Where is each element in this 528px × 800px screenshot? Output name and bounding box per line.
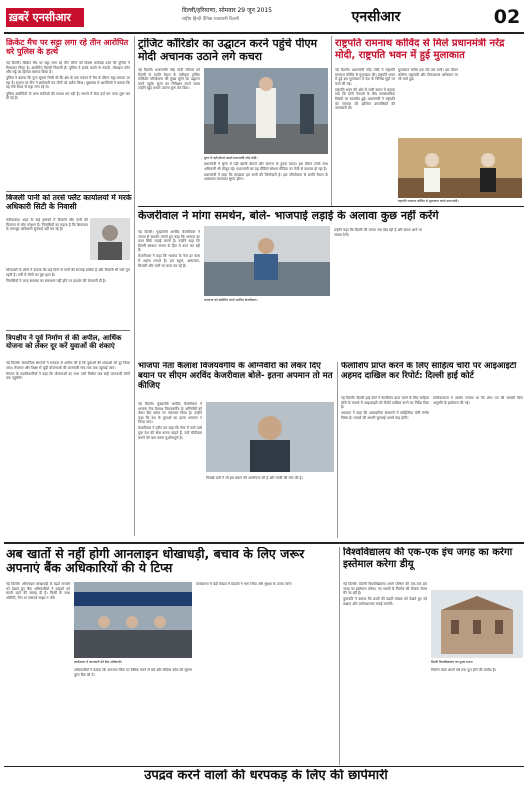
divider xyxy=(6,191,130,192)
online-fraud-para-2: अधिकारियों ने बताया कि अनजान लिंक पर क्लिक करने से बचें और संदिग्ध कॉल की सूचना तुरंत बैंक को दें। xyxy=(74,668,192,677)
university-body-col2 xyxy=(431,668,523,764)
electricity-para-3: निवासियों ने जल्द समस्या का समाधान नहीं होने पर प्रदर्शन की चेतावनी दी है। xyxy=(6,278,107,283)
university-headline: विश्वविद्यालय की एक-एक इंच जगह का करेगा इस्तेमाल करेगा डीयू xyxy=(343,547,513,570)
page-number: 02 xyxy=(493,6,521,28)
divider xyxy=(4,542,524,544)
kejriwal-photo xyxy=(204,226,330,296)
online-fraud-para-3: कार्यशाला में बड़ी संख्या में ग्राहकों ने भाग लिया और सुरक्षा के उपाय जाने। xyxy=(196,582,292,586)
kejriwal-body-col1 xyxy=(138,230,200,360)
online-fraud-caption: कार्यशाला में जानकारी देते बैंक अधिकारी। xyxy=(74,660,192,664)
fellowship-para-3: याचिकाकर्ता ने आरोप लगाया था कि शोध पत्र की सामग्री बिना अनुमति के इस्तेमाल की गई। xyxy=(433,396,523,405)
date-line: दिल्ली/हरियाणा, सोमवार 29 जून 2015 xyxy=(182,7,272,14)
electricity-para-2: सोसायटी के लोगों ने बताया कि कई दिनों से पानी की सप्लाई बाधित है और बिजली भी घंटों गुल रहती है। गर्मी में लोगों का बुरा हाल है। xyxy=(6,268,130,277)
online-fraud-photo xyxy=(74,582,192,658)
electricity-photo xyxy=(90,218,130,260)
column-rule xyxy=(337,362,338,538)
corridor-body-col2 xyxy=(204,162,328,204)
vijayvargiya-para-3: विपक्षी दलों ने भी इस बयान की आलोचना की है और माफी की मांग की है। xyxy=(206,476,303,480)
vijayvargiya-headline: भाजपा नेता कैलाश विजयवर्गीय के अग्निवीरों को लेकर दिए बयान पर सीएम अरविंद केजरीवाल बोले- इतना अपमान तो मत कीजिए xyxy=(138,362,333,391)
online-fraud-body-col2 xyxy=(74,668,192,764)
cricket-headline: क्रिकेट मैच पर सट्टा लगा रहे तीन आरोपित धरे पुलिस के हत्थे xyxy=(6,38,129,57)
masthead xyxy=(0,0,528,34)
tripartite-para-2: संगठन के पदाधिकारियों ने कहा कि योजनाओं का लाभ तभी मिलेगा जब सही जानकारी लोगों तक पहुंचेगी। xyxy=(6,371,130,381)
online-fraud-body-col1 xyxy=(6,582,70,762)
rashtrapati-para-2: राष्ट्रपति भवन की ओर से जारी बयान में बताया गया कि दोनों नेताओं के बीच समसामयिक विषयों पर बातचीत हुई। प्रधानमंत्री ने राष्ट्रपति को सरकार की हालिया उपलब्धियों की जानकारी दी। xyxy=(335,87,395,111)
vijayvargiya-para-2: केजरीवाल ने ट्वीट कर कहा कि सेना में जाने वाले युवा देश की सेवा करना चाहते हैं, उन्हें चौकीदार बनाने की बात करना दुर्भाग्यपूर्ण है। xyxy=(138,426,202,440)
corridor-para-3: प्रधानमंत्री ने कहा कि स्वच्छता हम सभी की जिम्मेदारी है। इस परियोजना से प्रगति मैदान के आसपास यातायात सुगम होगा। xyxy=(204,172,328,182)
kejriwal-caption: जनसभा को संबोधित करते अरविंद केजरीवाल। xyxy=(204,298,330,302)
university-photo xyxy=(431,590,523,658)
corridor-para-1: नई दिल्ली। प्रधानमंत्री नरेंद्र मोदी रविवार को दिल्ली के प्रगति मैदान के एकीकृत ट्रांजिट कॉरिडोर परियोजना की मुख्य सुरंग का उद्घाटन करने पहुंचे। सुरंग का निरीक्षण करते समय उन्होंने खुद कचरा उठाना शुरू कर दिया। xyxy=(138,68,200,91)
cricket-body xyxy=(6,61,130,189)
kejriwal-headline: केजरीवाल ने मांगा समर्थन, बोले- भाजपाई लड़ाई के अलावा कुछ नहीं करेंगे xyxy=(138,210,439,222)
fellowship-body-col2 xyxy=(433,396,523,536)
rashtrapati-body-col1 xyxy=(335,68,395,206)
protesters-headline: उपद्रव करने वालों की धरपकड़ के लिए की छापेमारी xyxy=(144,769,388,783)
university-para-3: निर्माण कार्य अगले वर्ष तक पूरा होने की उम्मीद है। xyxy=(431,668,497,672)
masthead-subline: राष्ट्रीय हिन्दी दैनिक राजधानी दिल्ली xyxy=(182,17,239,22)
masthead-rule xyxy=(4,32,524,34)
rashtrapati-photo xyxy=(398,138,522,198)
brand-name: ख़बरें एनसीआर xyxy=(9,11,71,24)
cricket-para-1: नई दिल्ली। क्रिकेट मैच पर सट्टा लगा रहे तीन लोगों को विशेष कार्रवाई दस्ते की पुलिस ने गिरफ्तार किया है। आरोपित दिल्ली निवासी हैं। पुलिस ने इनके कब्जे से नकदी, मोबाइल फोन और सट्टे का हिसाब बरामद किया है। xyxy=(6,61,130,75)
kejriwal-para-3: उन्होंने कहा कि दिल्ली की जनता सब देख रही है और समय आने पर जवाब देगी। xyxy=(334,228,422,237)
tripartite-headline: त्रिपक्षीय ने पूर्व निर्माण से की अपील, आर्थिक योजना को लेकर दूर करें युवाओं की शंकाएं xyxy=(6,334,122,351)
vijayvargiya-body-col2 xyxy=(206,476,334,538)
university-para-1: नई दिल्ली। दिल्ली विश्वविद्यालय अपने परिसर की एक-एक इंच जगह का इस्तेमाल करेगा। नए भवनों के निर्माण की योजना तैयार की जा रही है। xyxy=(343,582,427,596)
tripartite-para-1: नई दिल्ली। सामाजिक संगठनों ने सरकार से अपील की है कि युवाओं की शंकाओं को दूर किया जाए। रोजगार और शिक्षा से जुड़ी योजनाओं की जानकारी गांव-गांव तक पहुंचाई जाए। xyxy=(6,361,130,370)
section-title: एनसीआर xyxy=(351,9,401,25)
fellowship-para-2: अदालत ने कहा कि अकादमिक संस्थानों में साहित्यिक चोरी गंभीर विषय है। मामले की अगली सुनवाई अगले माह होगी। xyxy=(341,411,429,420)
online-fraud-para-1: नई दिल्ली। ऑनलाइन धोखाधड़ी के बढ़ते मामलों को देखते हुए बैंक अधिकारियों ने ग्राहकों को सतर्क रहने की सलाह दी है। किसी के साथ ओटीपी, पिन या पासवर्ड साझा न करें। xyxy=(6,582,70,600)
column-rule xyxy=(134,36,135,536)
fellowship-para-1: नई दिल्ली। दिल्ली हाई कोर्ट ने फेलोशिप प्राप्त करने के लिए साहित्य चोरी के मामले में आइआइटी को रिपोर्ट दाखिल करने का निर्देश दिया है। xyxy=(341,396,429,410)
electricity-body xyxy=(6,268,130,328)
rashtrapati-caption: राष्ट्रपति रामनाथ कोविंद से मुलाकात करते प्रधानमंत्री। xyxy=(398,199,522,203)
electricity-para-1: फरीदाबाद। शहर के कई इलाकों में बिजली और पानी की किल्लत से लोग परेशान हैं। निवासियों का कहना है कि शिकायत के बावजूद अधिकारी सुनवाई नहीं कर रहे हैं। xyxy=(6,218,88,232)
divider xyxy=(138,206,524,207)
electricity-headline: बिजली पानी को तरसे फ्लैट कार्यालयों में मरके अधिकारी सिटी के निवासी xyxy=(6,194,132,211)
rashtrapati-body-col2 xyxy=(398,68,458,138)
online-fraud-body-col3 xyxy=(196,582,336,764)
cricket-para-2: पुलिस ने बताया कि गुप्त सूचना मिली थी कि क्षेत्र के एक मकान में मैच के दौरान सट्टा लगाया जा रहा है। सूचना पर टीम ने छापेमारी कर तीनों को दबोच लिया। पूछताछ में आरोपितों ने बताया कि वह लंबे समय से सट्टा लगा रहे थे। xyxy=(6,76,130,90)
fellowship-body-col1 xyxy=(341,396,429,536)
column-rule xyxy=(331,36,332,206)
university-para-2: कुलपति ने बताया कि छात्रों की बढ़ती संख्या को देखते हुए नई कक्षाएं और प्रयोगशालाएं बनाई जाएंगी। xyxy=(343,597,427,606)
corridor-photo xyxy=(204,68,328,154)
kejriwal-para-1: नई दिल्ली। मुख्यमंत्री अरविंद केजरीवाल ने जनता से समर्थन मांगते हुए कहा कि भाजपा का काम सिर्फ लड़ाई करना है। उन्होंने कहा कि दिल्ली सरकार जनता के हित में काम कर रही है। xyxy=(138,230,200,253)
corridor-body-col1 xyxy=(138,68,200,168)
electricity-body-left xyxy=(6,218,88,266)
vijayvargiya-para-1: नई दिल्ली। मुख्यमंत्री अरविंद केजरीवाल ने भाजपा नेता कैलाश विजयवर्गीय के अग्निवीरों को लेकर दिए बयान पर पलटवार किया है। उन्होंने कहा कि देश के युवाओं का इतना अपमान न किया जाए। xyxy=(138,402,202,425)
column-rule xyxy=(339,547,340,765)
divider xyxy=(6,330,130,331)
corridor-headline: ट्रांजिट कॉरिडोर का उद्घाटन करने पहुंचे पीएम मोदी अचानक उठाने लगे कचरा xyxy=(138,38,318,63)
kejriwal-body-col2 xyxy=(334,228,422,360)
vijayvargiya-photo xyxy=(206,402,334,472)
corridor-para-2: प्रधानमंत्री ने सुरंग में पड़ी खाली बोतलें और कागज के टुकड़े उठाए। इस दौरान उनके साथ अधिकारी भी मौजूद रहे। प्रधानमंत्री का यह वीडियो सोशल मीडिया पर तेजी से वायरल हो रहा है। xyxy=(204,162,328,171)
university-caption: दिल्ली विश्वविद्यालय का मुख्य भवन। xyxy=(431,660,523,664)
cricket-para-3: पुलिस आरोपितों के अन्य साथियों की तलाश कर रही है। मामले में केस दर्ज कर जांच शुरू कर दी गई है। xyxy=(6,91,130,101)
rashtrapati-para-3: मुलाकात करीब एक घंटे तक चली। इस दौरान कोरोना महामारी और टीकाकरण अभियान पर भी चर्चा हुई। xyxy=(398,68,458,82)
university-body-col1 xyxy=(343,582,427,764)
corridor-caption: सुरंग में पड़ी बोतल उठाते प्रधानमंत्री नरेंद्र मोदी। xyxy=(204,156,328,160)
tripartite-body xyxy=(6,361,130,535)
online-fraud-headline: अब खातों से नहीं होगी आनलाइन धोखाधड़ी, बचाव के लिए जरूर अपनाएं बैंक अधिकारियों की ये टिप्स xyxy=(6,547,305,576)
fellowship-headline: फेलोशिप प्राप्त करने के लिए साहित्य चोरी पर आइआइटी अहमद दाखिल कर रिपोर्ट: दिल्ली हाई कोर्ट xyxy=(341,362,517,381)
vijayvargiya-body-col1 xyxy=(138,402,202,540)
divider xyxy=(4,766,524,767)
kejriwal-para-2: केजरीवाल ने कहा कि भाजपा के नेता हर काम में अड़ंगा लगाते हैं। हम स्कूल, अस्पताल, बिजली और पानी पर काम कर रहे हैं। xyxy=(138,254,200,268)
rashtrapati-para-1: नई दिल्ली। प्रधानमंत्री नरेंद्र मोदी ने राष्ट्रपति रामनाथ कोविंद से मुलाकात की। राष्ट्रपति भवन में हुई इस मुलाकात में देश के विभिन्न मुद्दों पर चर्चा की गई। xyxy=(335,68,395,86)
rashtrapati-headline: राष्ट्रपति रामनाथ कोविंद से मिले प्रधानमंत्री नरेंद्र मोदी, राष्ट्रपति भवन में हुई मुलाकात xyxy=(335,38,505,61)
